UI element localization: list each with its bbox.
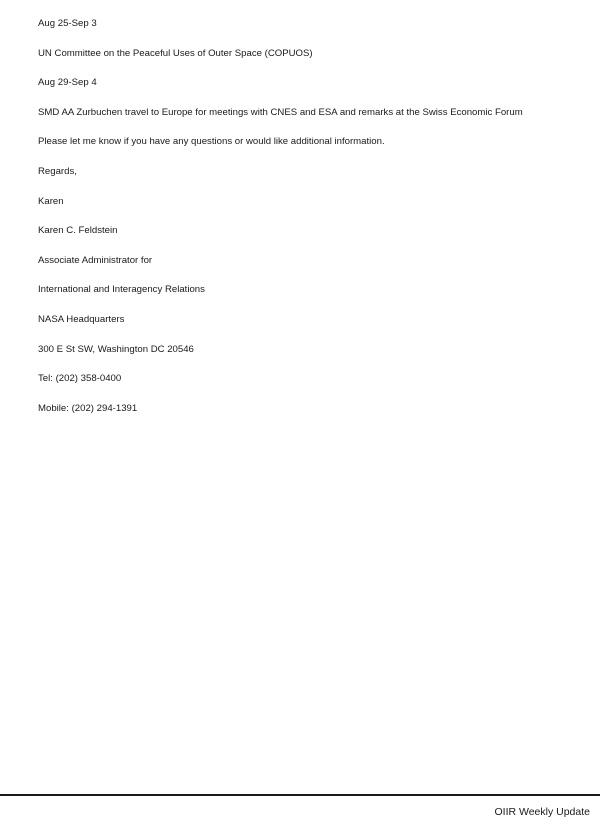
document-body [38,18,578,432]
event-date-smd-travel: Aug 29-Sep 4 [38,77,97,89]
event-copuos: UN Committee on the Peaceful Uses of Outer Space (COPUOS) [38,47,313,59]
signature-organization: NASA Headquarters [38,313,125,325]
signature-address: 300 E St SW, Washington DC 20546 [38,343,194,355]
signature-office: International and Interagency Relations [38,284,205,296]
signature-first-name: Karen [38,195,64,207]
signature-phone: Tel: (202) 358-0400 [38,373,122,385]
salutation: Regards, [38,165,77,177]
footer-label: OIIR Weekly Update [494,806,590,818]
event-smd-travel: SMD AA Zurbuchen travel to Europe for meetings with CNES and ESA and remarks at the Swiss Economic Forum [38,106,523,118]
footer-divider [0,794,600,796]
signature-title: Associate Administrator for [38,254,153,266]
signature-full-name: Karen C. Feldstein [38,225,118,237]
event-date-copuos: Aug 25-Sep 3 [38,18,97,29]
signature-mobile: Mobile: (202) 294-1391 [38,402,138,414]
closing-note: Please let me know if you have any questions or would like additional information. [38,136,385,148]
